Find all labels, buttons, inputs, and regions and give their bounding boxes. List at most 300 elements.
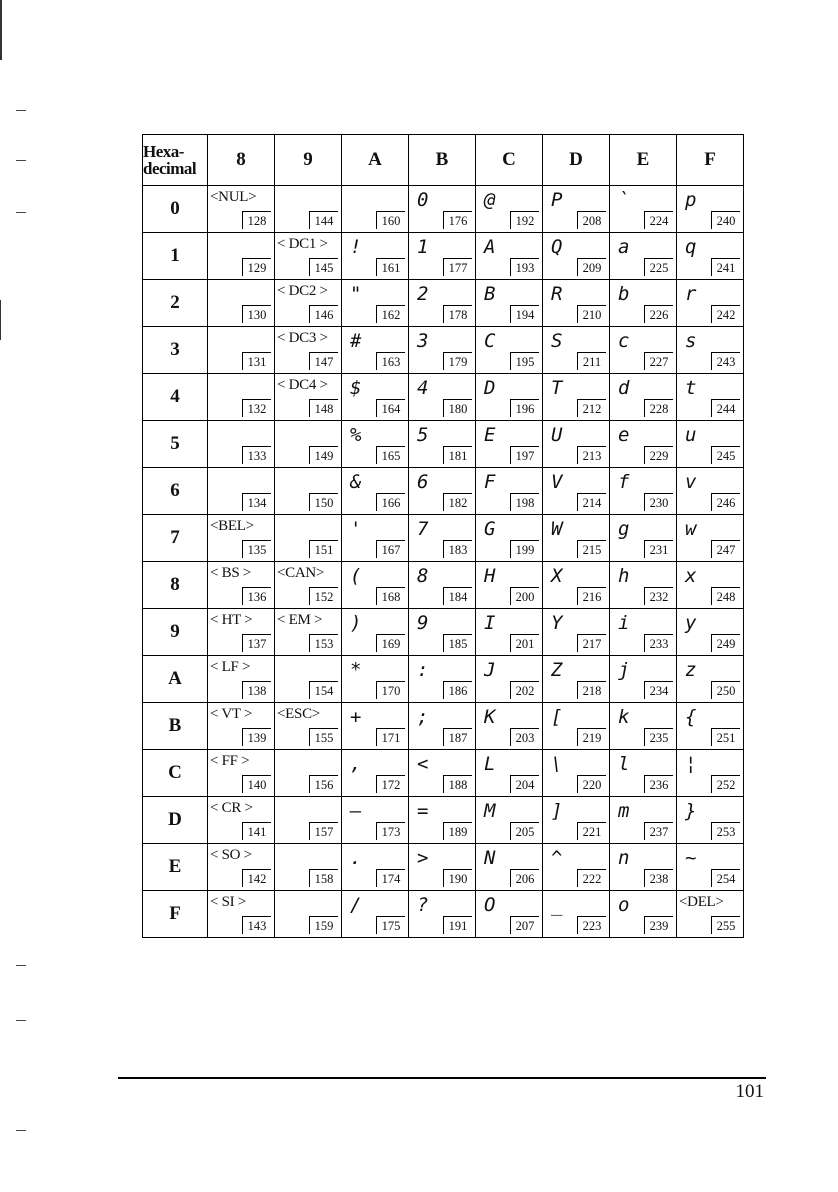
char-cell: [342, 515, 409, 562]
character-glyph: /: [350, 894, 362, 916]
character-glyph: l: [618, 753, 630, 775]
decimal-code-box: 208: [577, 211, 606, 229]
char-cell: [677, 844, 744, 891]
character-glyph: Q: [551, 236, 563, 258]
character-glyph: 8: [417, 565, 429, 587]
row-header: 4: [143, 374, 208, 421]
decimal-code-box: 165: [376, 446, 405, 464]
table-row: [143, 891, 744, 938]
decimal-code-box: 224: [644, 211, 673, 229]
char-cell: [342, 186, 409, 233]
decimal-code-box: 135: [242, 540, 271, 558]
char-cell: [208, 280, 275, 327]
char-cell: [409, 656, 476, 703]
decimal-code-box: 237: [644, 822, 673, 840]
char-cell: [208, 421, 275, 468]
char-cell: [610, 656, 677, 703]
scan-edge-mark: [0, 0, 2, 60]
character-glyph: %: [350, 424, 362, 446]
decimal-code-box: 220: [577, 775, 606, 793]
row-header: E: [143, 844, 208, 891]
char-cell: [610, 844, 677, 891]
character-glyph: E: [484, 424, 496, 446]
decimal-code-box: 128: [242, 211, 271, 229]
decimal-code-box: 242: [711, 305, 740, 323]
decimal-code-box: 231: [644, 540, 673, 558]
char-cell: [610, 609, 677, 656]
corner-label-hexa: Hexa-: [143, 142, 184, 161]
decimal-code-box: 247: [711, 540, 740, 558]
char-cell: [275, 844, 342, 891]
table-row: [143, 421, 744, 468]
char-cell: [543, 797, 610, 844]
char-cell: [409, 327, 476, 374]
char-cell: [476, 327, 543, 374]
column-header: 8: [208, 135, 275, 186]
char-cell: [208, 891, 275, 938]
char-cell: [677, 233, 744, 280]
character-glyph: =: [417, 800, 429, 822]
character-glyph: 6: [417, 471, 429, 493]
char-cell: [476, 750, 543, 797]
decimal-code-box: 170: [376, 681, 405, 699]
char-cell: [409, 421, 476, 468]
char-cell: [677, 468, 744, 515]
table-row: [143, 562, 744, 609]
character-glyph: i: [618, 612, 630, 634]
row-header: 5: [143, 421, 208, 468]
decimal-code-box: 166: [376, 493, 405, 511]
char-cell: [409, 609, 476, 656]
char-cell: [342, 374, 409, 421]
char-cell: [476, 468, 543, 515]
control-code-label: < DC1 >: [277, 236, 328, 252]
decimal-code-box: 156: [309, 775, 338, 793]
table-row: [143, 233, 744, 280]
table-row: [143, 468, 744, 515]
decimal-code-box: 198: [510, 493, 539, 511]
character-glyph: 2: [417, 283, 429, 305]
row-header: 0: [143, 186, 208, 233]
char-cell: [208, 750, 275, 797]
decimal-code-box: 211: [577, 352, 606, 370]
character-glyph: F: [484, 471, 496, 493]
character-glyph: K: [484, 706, 496, 728]
decimal-code-box: 206: [510, 869, 539, 887]
decimal-code-box: 182: [443, 493, 472, 511]
decimal-code-box: 192: [510, 211, 539, 229]
char-cell: [409, 280, 476, 327]
character-glyph: ": [350, 283, 362, 305]
table-row: [143, 750, 744, 797]
character-glyph: ': [350, 518, 362, 540]
character-glyph: 7: [417, 518, 429, 540]
char-cell: [409, 891, 476, 938]
char-cell: [677, 186, 744, 233]
char-cell: [208, 468, 275, 515]
table-row: [143, 656, 744, 703]
char-cell: [342, 233, 409, 280]
char-cell: [610, 233, 677, 280]
char-cell: [543, 844, 610, 891]
decimal-code-box: 236: [644, 775, 673, 793]
decimal-code-box: 230: [644, 493, 673, 511]
char-cell: [476, 186, 543, 233]
char-cell: [543, 562, 610, 609]
char-cell: [476, 891, 543, 938]
control-code-label: < BS >: [210, 565, 251, 581]
character-glyph: C: [484, 330, 496, 352]
char-cell: [610, 750, 677, 797]
char-cell: [275, 515, 342, 562]
char-cell: [208, 186, 275, 233]
decimal-code-box: 197: [510, 446, 539, 464]
decimal-code-box: 251: [711, 728, 740, 746]
decimal-code-box: 176: [443, 211, 472, 229]
decimal-code-box: 244: [711, 399, 740, 417]
decimal-code-box: 246: [711, 493, 740, 511]
char-cell: [543, 468, 610, 515]
decimal-code-box: 139: [242, 728, 271, 746]
char-cell: [409, 797, 476, 844]
character-glyph: \: [551, 753, 563, 775]
decimal-code-box: 253: [711, 822, 740, 840]
control-code-label: < HT >: [210, 612, 253, 628]
char-cell: [275, 609, 342, 656]
character-glyph: ;: [417, 706, 429, 728]
character-glyph: h: [618, 565, 630, 587]
decimal-code-box: 133: [242, 446, 271, 464]
char-cell: [275, 280, 342, 327]
decimal-code-box: 181: [443, 446, 472, 464]
character-glyph: p: [685, 189, 697, 211]
char-cell: [409, 468, 476, 515]
character-glyph: r: [685, 283, 697, 305]
table-row: [143, 844, 744, 891]
control-code-label: < FF >: [210, 753, 250, 769]
decimal-code-box: 200: [510, 587, 539, 605]
char-cell: [543, 233, 610, 280]
char-cell: [543, 515, 610, 562]
char-cell: [208, 233, 275, 280]
scan-tick-mark: [16, 212, 26, 213]
char-cell: [342, 703, 409, 750]
char-cell: [610, 421, 677, 468]
char-cell: [476, 844, 543, 891]
table-body: [143, 186, 744, 938]
decimal-code-box: 194: [510, 305, 539, 323]
decimal-code-box: 138: [242, 681, 271, 699]
character-glyph: ]: [551, 800, 563, 822]
corner-label-decimal: decimal: [143, 159, 197, 178]
character-glyph: H: [484, 565, 496, 587]
character-glyph: +: [350, 706, 362, 728]
character-glyph: w: [685, 518, 697, 540]
character-glyph: D: [484, 377, 496, 399]
row-header: B: [143, 703, 208, 750]
character-glyph: #: [350, 330, 362, 352]
decimal-code-box: 204: [510, 775, 539, 793]
char-cell: [476, 703, 543, 750]
char-cell: [208, 797, 275, 844]
row-header: 8: [143, 562, 208, 609]
character-glyph: e: [618, 424, 630, 446]
decimal-code-box: 215: [577, 540, 606, 558]
column-header: B: [409, 135, 476, 186]
decimal-code-box: 134: [242, 493, 271, 511]
character-glyph: 5: [417, 424, 429, 446]
char-cell: [208, 656, 275, 703]
char-cell: [275, 421, 342, 468]
control-code-label: < EM >: [277, 612, 323, 628]
char-cell: [610, 186, 677, 233]
char-cell: [677, 280, 744, 327]
character-glyph: x: [685, 565, 697, 587]
decimal-code-box: 203: [510, 728, 539, 746]
character-glyph: L: [484, 753, 496, 775]
char-cell: [677, 656, 744, 703]
control-code-label: <ESC>: [277, 706, 320, 722]
control-code-label: < DC4 >: [277, 377, 328, 393]
decimal-code-box: 235: [644, 728, 673, 746]
char-cell: [677, 562, 744, 609]
decimal-code-box: 254: [711, 869, 740, 887]
char-cell: [610, 468, 677, 515]
row-header: 7: [143, 515, 208, 562]
character-glyph: G: [484, 518, 496, 540]
character-glyph: >: [417, 847, 429, 869]
char-cell: [275, 374, 342, 421]
row-header: C: [143, 750, 208, 797]
control-code-label: <NUL>: [210, 189, 257, 205]
character-glyph: _: [551, 894, 563, 916]
decimal-code-box: 164: [376, 399, 405, 417]
char-cell: [543, 703, 610, 750]
control-code-label: < SI >: [210, 894, 246, 910]
decimal-code-box: 199: [510, 540, 539, 558]
control-code-label: < DC2 >: [277, 283, 328, 299]
char-cell: [476, 656, 543, 703]
scan-tick-mark: [16, 160, 26, 161]
character-glyph: [: [551, 706, 563, 728]
decimal-code-box: 174: [376, 869, 405, 887]
character-glyph: Y: [551, 612, 563, 634]
character-glyph: 1: [417, 236, 429, 258]
decimal-code-box: 141: [242, 822, 271, 840]
decimal-code-box: 227: [644, 352, 673, 370]
char-cell: [409, 515, 476, 562]
char-cell: [610, 280, 677, 327]
decimal-code-box: 196: [510, 399, 539, 417]
decimal-code-box: 147: [309, 352, 338, 370]
decimal-code-box: 207: [510, 916, 539, 934]
character-glyph: b: [618, 283, 630, 305]
decimal-code-box: 243: [711, 352, 740, 370]
char-cell: [409, 750, 476, 797]
decimal-code-box: 142: [242, 869, 271, 887]
decimal-code-box: 218: [577, 681, 606, 699]
decimal-code-box: 189: [443, 822, 472, 840]
character-glyph: j: [618, 659, 630, 681]
character-glyph: O: [484, 894, 496, 916]
char-cell: [275, 468, 342, 515]
character-glyph: {: [685, 706, 697, 728]
row-header: 1: [143, 233, 208, 280]
char-cell: [677, 609, 744, 656]
decimal-code-box: 144: [309, 211, 338, 229]
char-cell: [409, 844, 476, 891]
char-cell: [409, 562, 476, 609]
decimal-code-box: 167: [376, 540, 405, 558]
char-cell: [342, 327, 409, 374]
decimal-code-box: 132: [242, 399, 271, 417]
decimal-code-box: 168: [376, 587, 405, 605]
character-glyph: P: [551, 189, 563, 211]
character-glyph: f: [618, 471, 630, 493]
decimal-code-box: 226: [644, 305, 673, 323]
decimal-code-box: 214: [577, 493, 606, 511]
character-glyph: q: [685, 236, 697, 258]
decimal-code-box: 154: [309, 681, 338, 699]
character-glyph: 9: [417, 612, 429, 634]
row-header: 2: [143, 280, 208, 327]
char-cell: [610, 891, 677, 938]
decimal-code-box: 221: [577, 822, 606, 840]
character-glyph: 4: [417, 377, 429, 399]
decimal-code-box: 205: [510, 822, 539, 840]
character-glyph: .: [350, 847, 362, 869]
control-code-label: <DEL>: [679, 894, 724, 910]
character-glyph: ¦: [685, 753, 697, 775]
decimal-code-box: 173: [376, 822, 405, 840]
decimal-code-box: 145: [309, 258, 338, 276]
table-row: [143, 703, 744, 750]
character-glyph: u: [685, 424, 697, 446]
character-glyph: z: [685, 659, 697, 681]
decimal-code-box: 228: [644, 399, 673, 417]
decimal-code-box: 137: [242, 634, 271, 652]
row-header: 6: [143, 468, 208, 515]
char-cell: [677, 891, 744, 938]
char-cell: [610, 515, 677, 562]
control-code-label: < SO >: [210, 847, 252, 863]
char-cell: [342, 609, 409, 656]
char-cell: [208, 562, 275, 609]
decimal-code-box: 232: [644, 587, 673, 605]
char-cell: [275, 562, 342, 609]
char-cell: [610, 374, 677, 421]
character-glyph: ?: [417, 894, 429, 916]
char-cell: [275, 703, 342, 750]
char-cell: [677, 515, 744, 562]
character-glyph: <: [417, 753, 429, 775]
table-row: [143, 515, 744, 562]
char-cell: [677, 327, 744, 374]
column-header: C: [476, 135, 543, 186]
corner-header: [143, 135, 208, 186]
decimal-code-box: 249: [711, 634, 740, 652]
char-cell: [208, 703, 275, 750]
character-glyph: `: [618, 189, 630, 211]
char-cell: [409, 703, 476, 750]
character-glyph: k: [618, 706, 630, 728]
decimal-code-box: 250: [711, 681, 740, 699]
decimal-code-box: 148: [309, 399, 338, 417]
decimal-code-box: 146: [309, 305, 338, 323]
character-glyph: B: [484, 283, 496, 305]
decimal-code-box: 213: [577, 446, 606, 464]
character-glyph: !: [350, 236, 362, 258]
decimal-code-box: 201: [510, 634, 539, 652]
char-cell: [543, 186, 610, 233]
table-row: [143, 797, 744, 844]
character-glyph: @: [484, 189, 496, 211]
character-glyph: o: [618, 894, 630, 916]
decimal-code-box: 129: [242, 258, 271, 276]
character-glyph: v: [685, 471, 697, 493]
decimal-code-box: 152: [309, 587, 338, 605]
character-glyph: (: [350, 565, 362, 587]
decimal-code-box: 209: [577, 258, 606, 276]
char-cell: [677, 703, 744, 750]
character-glyph: d: [618, 377, 630, 399]
control-code-label: < CR >: [210, 800, 253, 816]
char-cell: [275, 186, 342, 233]
page-number: 101: [735, 1081, 764, 1102]
decimal-code-box: 217: [577, 634, 606, 652]
char-cell: [543, 609, 610, 656]
char-cell: [677, 374, 744, 421]
char-cell: [208, 844, 275, 891]
character-glyph: R: [551, 283, 563, 305]
decimal-code-box: 178: [443, 305, 472, 323]
row-header: D: [143, 797, 208, 844]
decimal-code-box: 195: [510, 352, 539, 370]
decimal-code-box: 191: [443, 916, 472, 934]
decimal-code-box: 234: [644, 681, 673, 699]
char-cell: [409, 233, 476, 280]
decimal-code-box: 193: [510, 258, 539, 276]
character-glyph: $: [350, 377, 362, 399]
char-cell: [342, 797, 409, 844]
character-glyph: Z: [551, 659, 563, 681]
decimal-code-box: 172: [376, 775, 405, 793]
char-cell: [208, 609, 275, 656]
char-cell: [275, 891, 342, 938]
decimal-code-box: 212: [577, 399, 606, 417]
character-glyph: }: [685, 800, 697, 822]
character-glyph: n: [618, 847, 630, 869]
character-glyph: U: [551, 424, 563, 446]
character-glyph: T: [551, 377, 563, 399]
character-glyph: :: [417, 659, 429, 681]
decimal-code-box: 252: [711, 775, 740, 793]
character-glyph: m: [618, 800, 630, 822]
decimal-code-box: 219: [577, 728, 606, 746]
decimal-code-box: 190: [443, 869, 472, 887]
decimal-code-box: 130: [242, 305, 271, 323]
table-row: [143, 327, 744, 374]
char-cell: [342, 891, 409, 938]
decimal-code-box: 158: [309, 869, 338, 887]
scan-tick-mark: [16, 965, 26, 966]
decimal-code-box: 177: [443, 258, 472, 276]
decimal-code-box: 255: [711, 916, 740, 934]
char-cell: [543, 891, 610, 938]
character-glyph: ,: [350, 753, 362, 775]
character-glyph: ~: [685, 847, 697, 869]
char-cell: [543, 327, 610, 374]
